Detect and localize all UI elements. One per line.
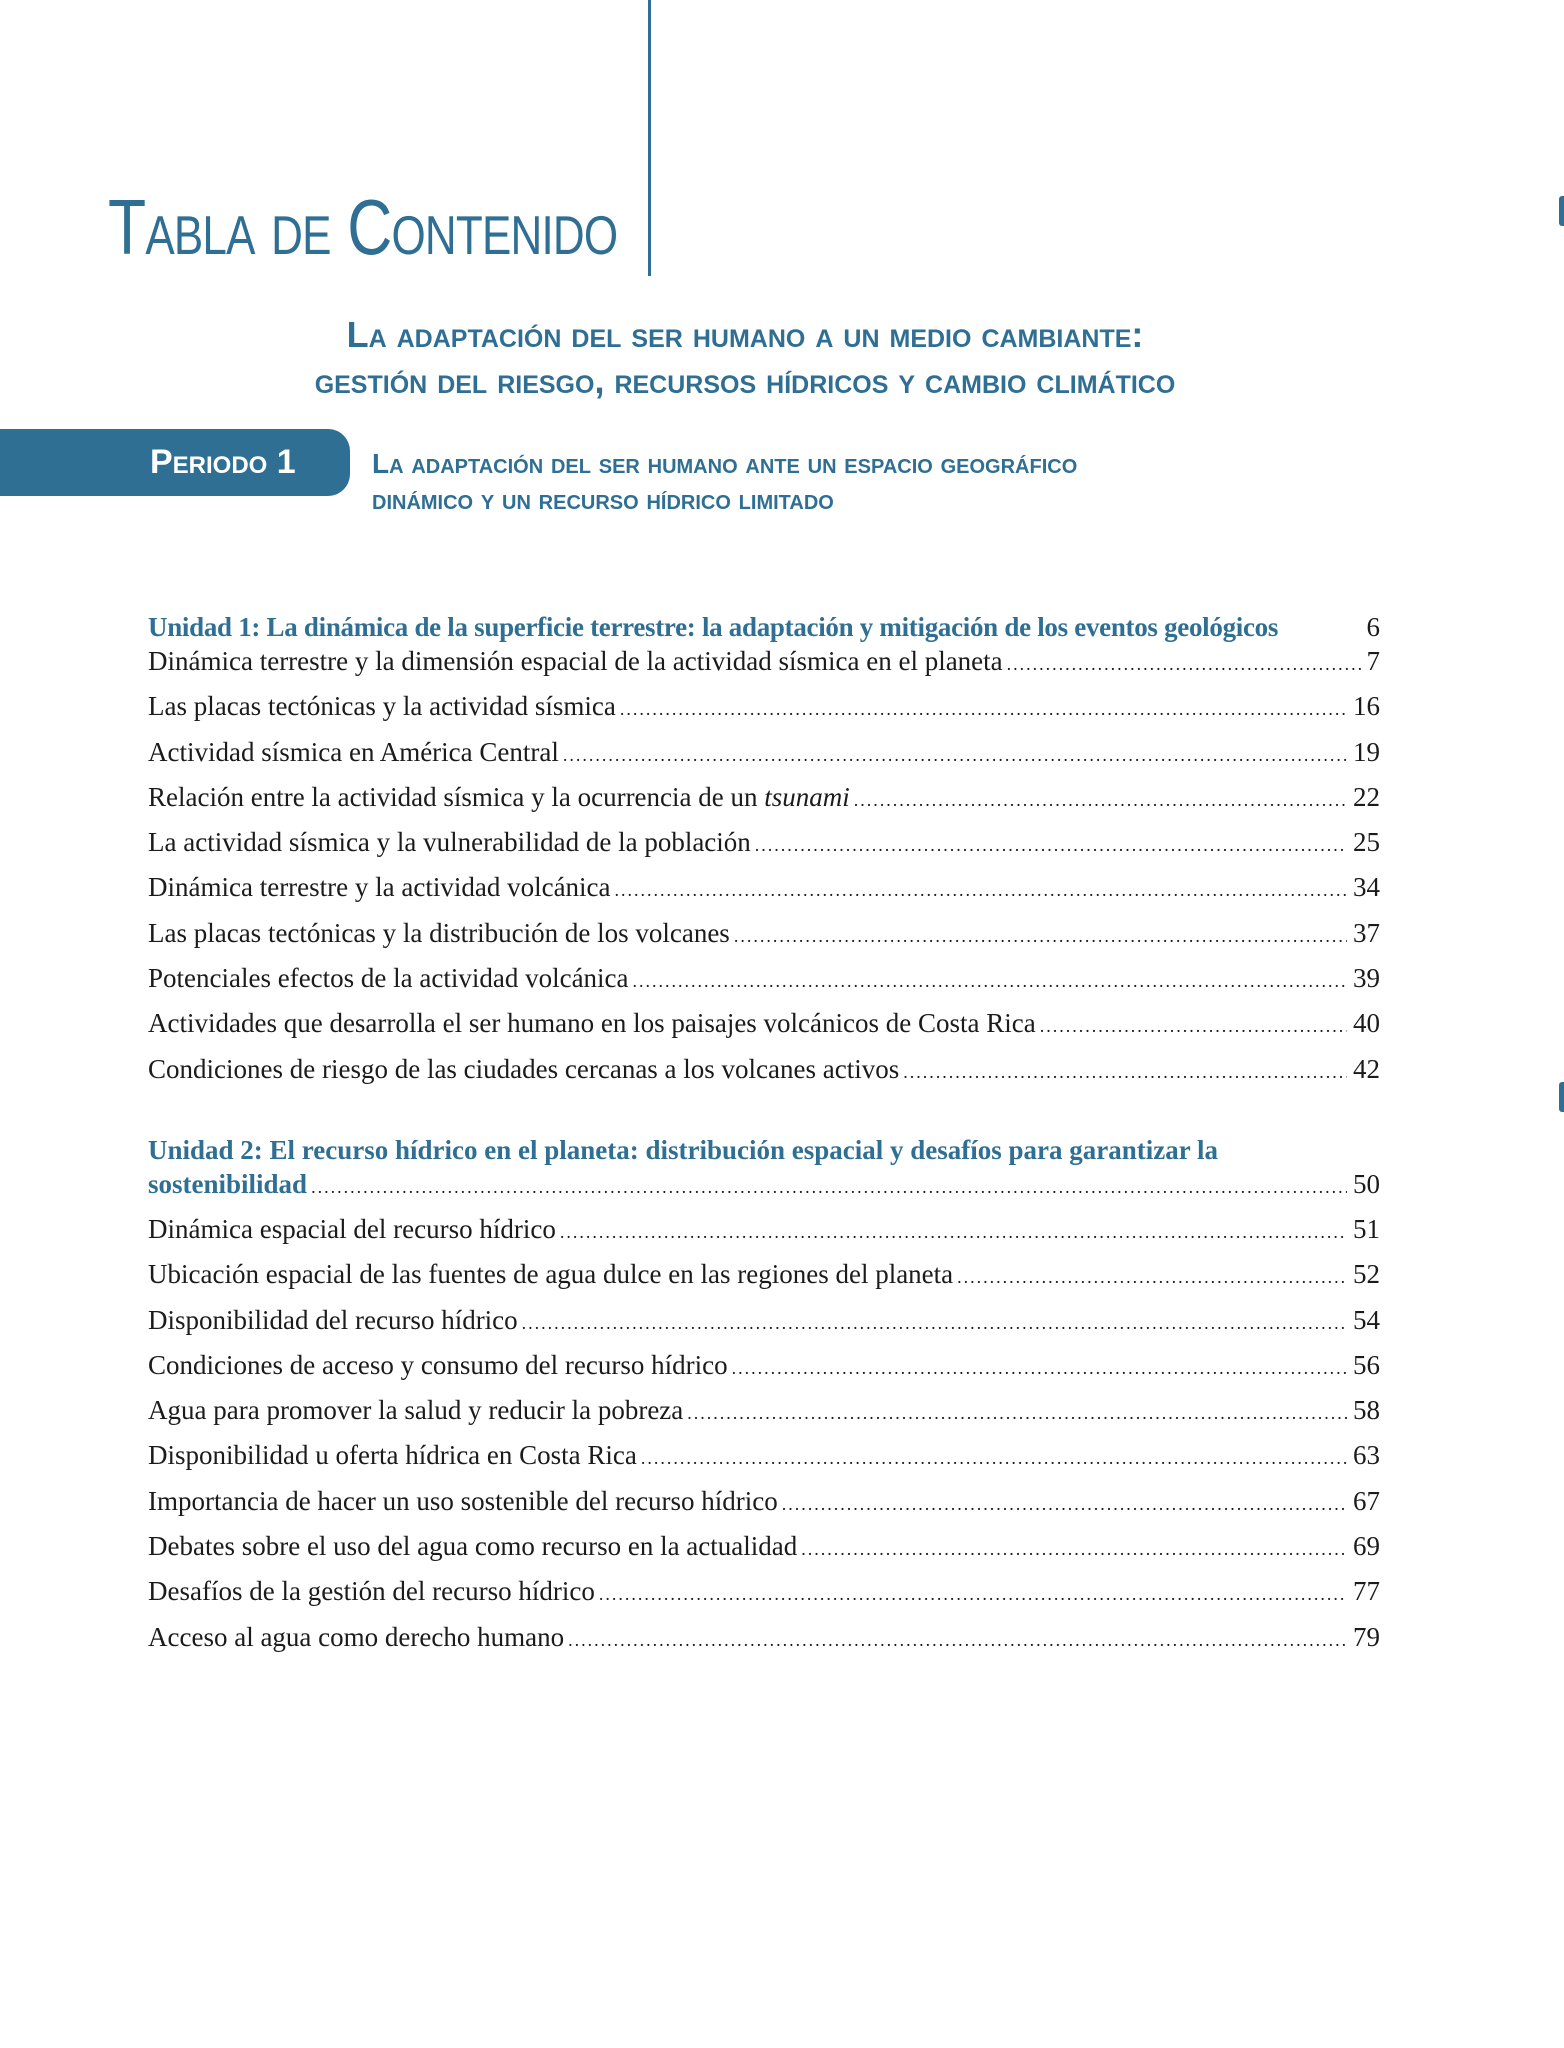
unit-1-page: 6 xyxy=(1366,612,1380,642)
toc-entry[interactable] xyxy=(148,1303,1380,1337)
toc-entry-label: Importancia de hacer un uso sostenible del recurso hídrico xyxy=(148,1485,778,1516)
toc-entry-page: 54 xyxy=(1353,1304,1380,1335)
dot-leader xyxy=(311,1170,1347,1204)
toc-entry-label: Ubicación espacial de las fuentes de agua dulce en las regiones del planeta xyxy=(148,1259,954,1290)
toc-entry-page: 69 xyxy=(1353,1531,1380,1562)
toc-entry[interactable] xyxy=(148,1257,1380,1291)
dot-leader xyxy=(599,1577,1347,1611)
toc-entry-page: 19 xyxy=(1353,736,1380,767)
toc-entry-label: Disponibilidad del recurso hídrico xyxy=(148,1304,518,1335)
toc-entry-label: Las placas tectónicas y la distribución de los volcanes xyxy=(148,917,730,948)
toc-entry-page: 63 xyxy=(1353,1440,1380,1471)
unit-2-heading[interactable] xyxy=(148,1133,1380,1201)
toc-entry-page: 77 xyxy=(1353,1576,1380,1607)
page-edge-marker xyxy=(1559,196,1564,226)
toc-entry-label: Dinámica terrestre y la dimensión espacial de la actividad sísmica en el planeta xyxy=(148,646,1003,676)
header-divider-line xyxy=(648,0,651,276)
toc-entry-page: 79 xyxy=(1353,1621,1380,1652)
unit-2-title-line-2: sostenibilidad xyxy=(148,1168,308,1199)
toc-entry[interactable] xyxy=(148,961,1380,995)
toc-entry[interactable] xyxy=(148,1438,1380,1472)
book-subtitle xyxy=(110,312,1380,404)
dot-leader xyxy=(782,1487,1347,1521)
dot-leader xyxy=(615,873,1347,907)
toc-entry-label: La actividad sísmica y la vulnerabilidad de la población xyxy=(148,827,751,858)
toc-entry-label: Condiciones de riesgo de las ciudades cercanas a los volcanes activos xyxy=(148,1053,900,1084)
toc-entry[interactable] xyxy=(148,1484,1380,1518)
toc-entry[interactable] xyxy=(148,735,1380,769)
toc-entry-page: 40 xyxy=(1353,1008,1380,1039)
dot-leader xyxy=(801,1532,1347,1566)
toc-entry-page: 16 xyxy=(1353,691,1380,722)
toc-entry-page: 58 xyxy=(1353,1395,1380,1426)
unit-2-page: 50 xyxy=(1353,1168,1380,1199)
dot-leader xyxy=(755,828,1347,862)
toc-entry[interactable] xyxy=(148,870,1380,904)
dot-leader xyxy=(957,1260,1347,1294)
page-title: Tabla de Contenido xyxy=(108,183,618,271)
toc-entry[interactable] xyxy=(148,1348,1380,1382)
dot-leader xyxy=(732,1351,1347,1385)
dot-leader xyxy=(903,1055,1347,1089)
toc-entry-page: 56 xyxy=(1353,1349,1380,1380)
period-title-line-1: La adaptación del ser humano ante un espacio geográfico xyxy=(372,448,1078,479)
toc-entry[interactable] xyxy=(148,1393,1380,1427)
dot-leader xyxy=(734,919,1347,953)
unit-1-title: Unidad 1: La dinámica de la superficie terrestre: la adaptación y mitigación de los eventos geológicos xyxy=(148,612,1279,642)
toc-entry-page: 37 xyxy=(1353,917,1380,948)
toc-entry-label: Dinámica espacial del recurso hídrico xyxy=(148,1213,556,1244)
toc-entry-label: Actividad sísmica en América Central xyxy=(148,736,559,767)
toc-entry[interactable] xyxy=(148,644,1380,678)
dot-leader xyxy=(522,1306,1347,1340)
period-tab: Periodo 1 xyxy=(0,429,350,496)
toc-entry[interactable] xyxy=(148,689,1380,723)
dot-leader xyxy=(1007,647,1361,681)
period-title-line-2: dinámico y un recurso hídrico limitado xyxy=(372,484,834,515)
toc-entry-page: 25 xyxy=(1353,827,1380,858)
toc-entry[interactable] xyxy=(148,1006,1380,1040)
toc-entry[interactable] xyxy=(148,1052,1380,1086)
toc-entry[interactable] xyxy=(148,1212,1380,1246)
dot-leader xyxy=(568,1623,1347,1657)
toc-entry[interactable] xyxy=(148,916,1380,950)
toc-entry-label: Disponibilidad u oferta hídrica en Costa Rica xyxy=(148,1440,637,1471)
period-title xyxy=(372,446,1372,518)
toc-entry[interactable] xyxy=(148,780,1380,814)
dot-leader xyxy=(641,1441,1347,1475)
dot-leader xyxy=(563,738,1347,772)
subtitle-line-2: gestión del riesgo, recursos hídricos y cambio climático xyxy=(314,360,1176,401)
unit-2-title-line-1: Unidad 2: El recurso hídrico en el planeta: distribución espacial y desafíos para garantizar la xyxy=(148,1134,1219,1165)
unit-2-title-row xyxy=(148,1167,1380,1201)
toc-entry-label: Desafíos de la gestión del recurso hídrico xyxy=(148,1576,595,1607)
toc-entry-page: 7 xyxy=(1366,646,1380,676)
subtitle-line-1: La adaptación del ser humano a un medio cambiante: xyxy=(346,314,1144,355)
toc-entry-label-italic: tsunami xyxy=(764,781,850,812)
toc-entry-label: Debates sobre el uso del agua como recurso en la actualidad xyxy=(148,1531,798,1562)
toc-entry-label: Potenciales efectos de la actividad volcánica xyxy=(148,963,629,994)
toc-entry-label: Actividades que desarrolla el ser humano en los paisajes volcánicos de Costa Rica xyxy=(148,1008,1036,1039)
toc-entry-page: 39 xyxy=(1353,963,1380,994)
toc-entry-page: 52 xyxy=(1353,1259,1380,1290)
toc-entry-label-text: Relación entre la actividad sísmica y la ocurrencia de un xyxy=(148,781,758,812)
toc-entry-page: 42 xyxy=(1353,1053,1380,1084)
toc-entry[interactable] xyxy=(148,825,1380,859)
toc-entry[interactable] xyxy=(148,1529,1380,1563)
toc-entry[interactable] xyxy=(148,1574,1380,1608)
table-of-contents xyxy=(148,610,1380,1665)
toc-entry-label: Agua para promover la salud y reducir la pobreza xyxy=(148,1395,684,1426)
toc-entry-page: 67 xyxy=(1353,1485,1380,1516)
toc-entry-page: 51 xyxy=(1353,1213,1380,1244)
toc-entry-label xyxy=(148,780,850,814)
toc-entry-label: Acceso al agua como derecho humano xyxy=(148,1621,565,1652)
unit-1-heading[interactable] xyxy=(148,610,1380,644)
dot-leader xyxy=(620,692,1347,726)
dot-leader xyxy=(854,783,1347,817)
dot-leader xyxy=(560,1215,1347,1249)
toc-entry[interactable] xyxy=(148,1620,1380,1654)
dot-leader xyxy=(687,1396,1347,1430)
toc-entry-label: Dinámica terrestre y la actividad volcánica xyxy=(148,872,611,903)
dot-leader xyxy=(1040,1009,1347,1043)
toc-entry-label: Las placas tectónicas y la actividad sísmica xyxy=(148,691,616,722)
toc-entry-page: 34 xyxy=(1353,872,1380,903)
page-edge-marker xyxy=(1559,1082,1564,1112)
dot-leader xyxy=(633,964,1347,998)
toc-entry-label: Condiciones de acceso y consumo del recurso hídrico xyxy=(148,1349,728,1380)
toc-entry-page: 22 xyxy=(1353,781,1380,812)
